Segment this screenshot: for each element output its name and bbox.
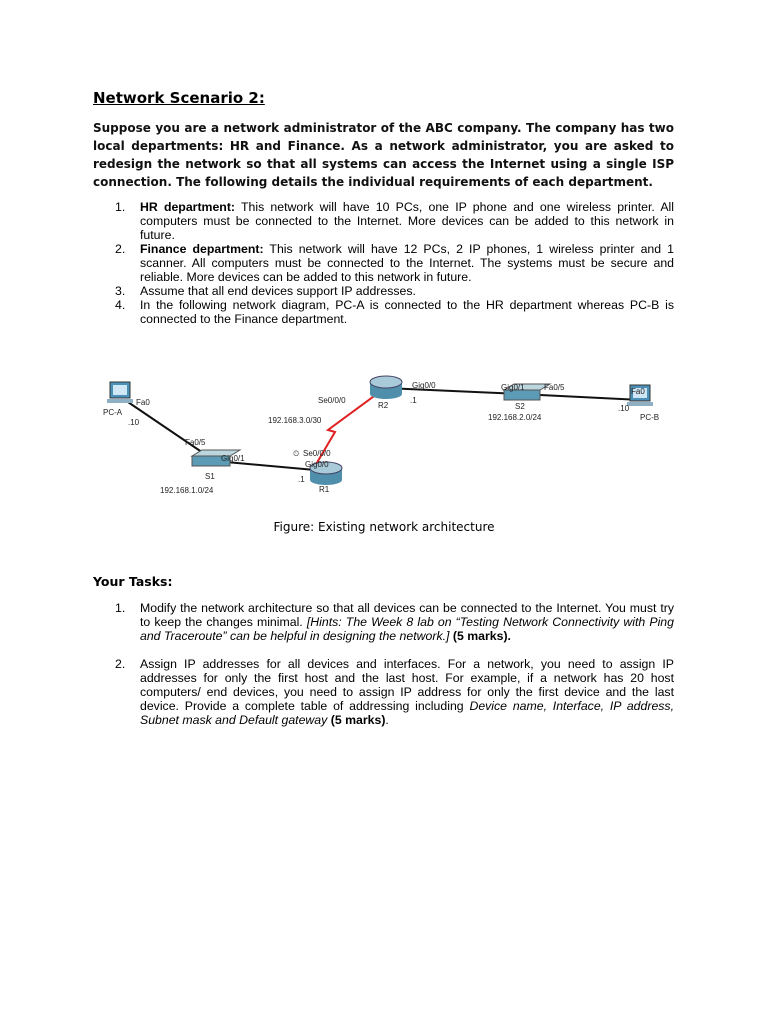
s1-label: S1 (205, 472, 215, 481)
item-marks: (5 marks). (449, 629, 511, 643)
item-bold: Finance department: (140, 242, 264, 256)
item-tail: . (385, 713, 389, 727)
item-bold: HR department: (140, 200, 236, 214)
r2-serial-port: Se0/0/0 (318, 396, 346, 405)
s2-label: S2 (515, 402, 525, 411)
tasks-list (115, 601, 674, 741)
pc-a-ip: .10 (128, 418, 140, 427)
list-item (115, 601, 674, 643)
item-italic: Device name, Interface, IP address, Subnet mask and Default gateway (140, 699, 675, 727)
list-item (115, 298, 674, 326)
item-number: 2. (115, 242, 126, 256)
r1-serial-port: Se0/0/0 (303, 449, 331, 458)
item-number: 4. (115, 298, 126, 312)
pc-b-interface: Fa0 (631, 387, 645, 396)
page-title: Network Scenario 2: (93, 89, 265, 107)
list-item (115, 284, 674, 298)
item-number: 1. (115, 200, 126, 214)
requirements-list (115, 200, 674, 326)
clock-icon: ⏲ (293, 449, 300, 458)
pc-b-ip: .10 (618, 404, 630, 413)
r2-ip: .1 (410, 396, 417, 405)
network-2-label: 192.168.2.0/24 (488, 413, 542, 422)
network-1-label: 192.168.1.0/24 (160, 486, 214, 495)
item-text: This network will have 10 PCs, one IP phone and one wireless printer. All computers must be connected to the Internet. More devices can be added to this network in future. (140, 200, 674, 242)
list-item (115, 657, 674, 727)
item-number: 1. (115, 601, 126, 615)
item-text: Modify the network architecture so that all devices can be connected to the Internet. You must try to keep the changes minimal. (140, 601, 674, 629)
list-item (115, 242, 674, 284)
s1-fa-port: Fa0/5 (185, 438, 206, 447)
item-text: This network will have 12 PCs, 2 IP phones, 1 wireless printer and 1 scanner. All computers must be connected to the Internet. The systems must be secure and reliable. More devices can be added to this network in future. (140, 242, 674, 284)
r1-gig-port: Gig0/0 (305, 460, 329, 469)
figure-caption: Figure: Existing network architecture (273, 520, 495, 534)
pc-a-label: PC-A (103, 408, 123, 417)
item-number: 2. (115, 657, 126, 671)
r1-label: R1 (319, 485, 330, 494)
s2-fa-port: Fa0/5 (544, 383, 565, 392)
item-text: Assign IP addresses for all devices and interfaces. For a network, you need to assign IP addresses for only the first host and the last host. For example, if a network has 20 host computers/ end devices, you need to assign IP address for only the first device and the last device. Provide a complete table of addressing including (140, 657, 674, 713)
item-text: Assume that all end devices support IP addresses. (140, 284, 416, 298)
network-diagram (100, 370, 680, 500)
router-r2-icon (370, 376, 402, 399)
link-r2-s2 (385, 388, 520, 394)
item-italic: [Hints: The Week 8 lab on “Testing Network Connectivity with Ping and Traceroute” can be helpful in designing the network.] (140, 615, 674, 643)
pc-a-interface: Fa0 (136, 398, 150, 407)
item-number: 3. (115, 284, 126, 298)
item-marks: (5 marks) (327, 713, 386, 727)
s1-gig-port: Gig0/1 (221, 454, 245, 463)
pc-a-icon (107, 382, 133, 403)
intro-paragraph: Suppose you are a network administrator of the ABC company. The company has two local departments: HR and Finance. As a network administrator, you are asked to redesign the network so that all systems can access the Internet using a single ISP connection. The following details the individual requirements of each department. (93, 121, 674, 189)
item-text: In the following network diagram, PC-A is connected to the HR department whereas PC-B is connected to the Finance department. (140, 298, 674, 326)
r2-label: R2 (378, 401, 389, 410)
r1-ip: .1 (298, 475, 305, 484)
network-3-label: 192.168.3.0/30 (268, 416, 322, 425)
s2-gig-port: Gig0/1 (501, 383, 525, 392)
r2-gig-port: Gig0/0 (412, 381, 436, 390)
pc-b-label: PC-B (640, 413, 660, 422)
tasks-heading: Your Tasks: (93, 574, 173, 589)
list-item (115, 200, 674, 242)
